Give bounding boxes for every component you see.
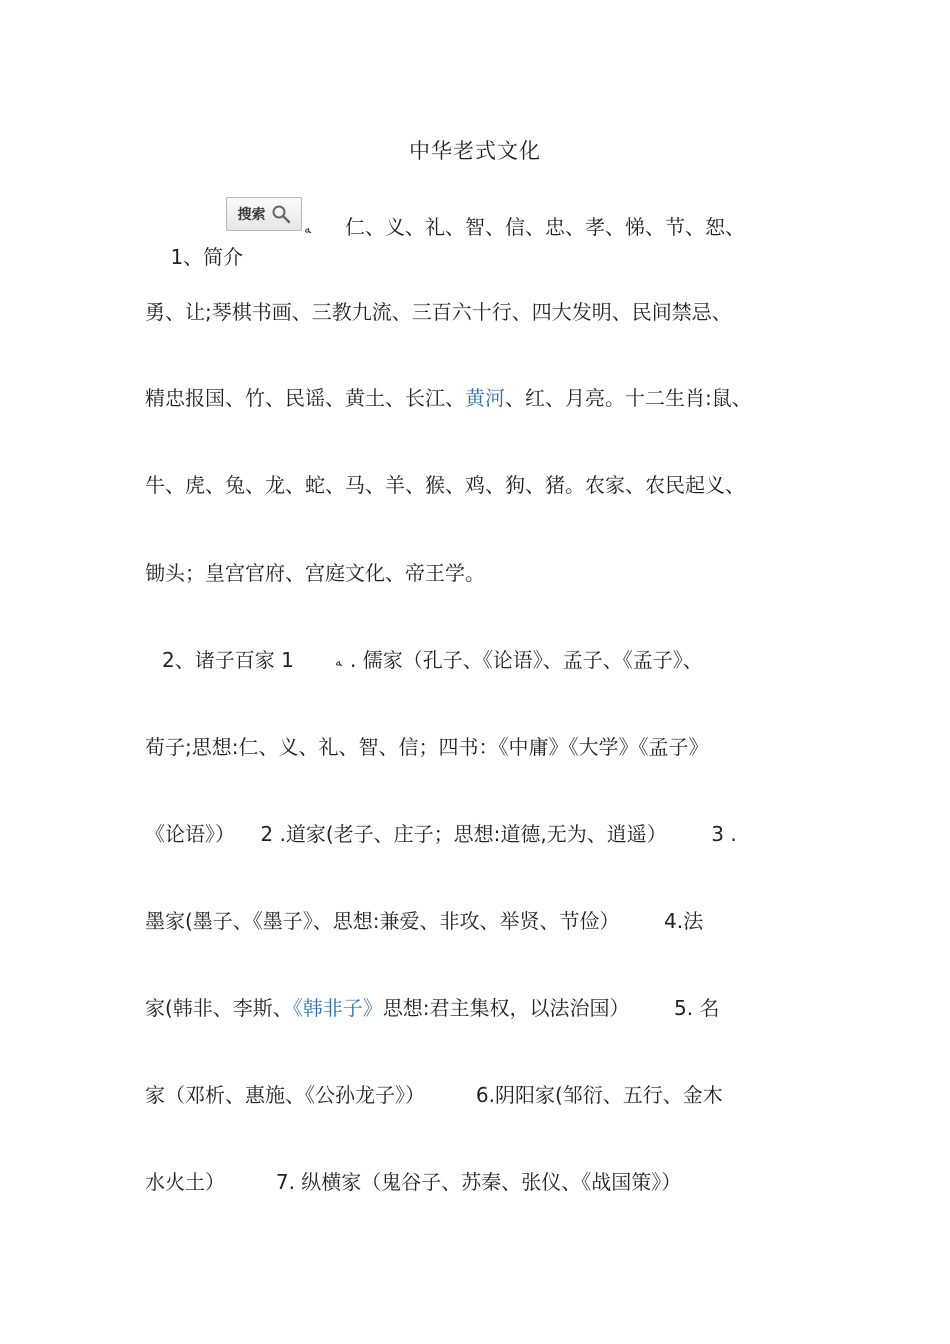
schools-line-1-rest: . 儒家（孔子、《论语》、孟子、《孟子》、 bbox=[350, 648, 703, 672]
schools-line-5 bbox=[145, 993, 720, 1023]
intro-line-2: 勇、让;琴棋书画、三教九流、三百六十行、四大发明、民间禁忌、 bbox=[145, 300, 732, 324]
intro-line-4: 牛、虎、兔、龙、蛇、马、羊、猴、鸡、狗、猪。农家、农民起义、 bbox=[145, 473, 745, 497]
schools-line-3: 《论语》） 2 .道家(老子、庄子；思想:道德,无为、逍遥） 3 . bbox=[145, 822, 737, 846]
schools-heading: 2、诸子百家 1 bbox=[162, 648, 294, 672]
schools-line-4: 墨家(墨子、《墨子》、思想:兼爱、非攻、举贤、节俭） 4.法 bbox=[145, 909, 704, 933]
intro-line-3 bbox=[145, 383, 752, 413]
schools-line-6: 家（邓析、惠施、《公孙龙子》） 6.阴阳家(邹衍、五行、金木 bbox=[145, 1083, 723, 1107]
search-button-label: 搜索 bbox=[237, 207, 266, 223]
intro-line-5: 锄头；皇宫官府、宫庭文化、帝王学。 bbox=[145, 561, 485, 585]
schools-line-2: 荀子;思想:仁、义、礼、智、信；四书：《中庸》《大学》《孟子》 bbox=[145, 735, 709, 759]
arabic-glyph: ﻪ bbox=[304, 222, 311, 237]
schools-line-7: 水火土） 7. 纵横家（鬼谷子、苏秦、张仪、《战国策》） bbox=[145, 1170, 682, 1194]
search-button[interactable] bbox=[226, 197, 302, 231]
huanghe-link[interactable]: 黄河 bbox=[465, 386, 505, 410]
hanfeizi-link[interactable]: 《韩非子》 bbox=[292, 996, 383, 1020]
intro-line-3-start: 精忠报国、竹、民谣、黄土、长江、 bbox=[145, 386, 465, 410]
intro-line-3-end: 、红、月亮。十二生肖:鼠、 bbox=[505, 386, 752, 410]
intro-heading: 1、简介 bbox=[170, 245, 244, 269]
schools-line-5-start: 家(韩非、李斯、 bbox=[145, 996, 293, 1020]
magnifier-icon bbox=[271, 204, 291, 224]
arabic-glyph-2: ﻪ bbox=[335, 655, 342, 670]
document-title: 中华老式文化 bbox=[409, 139, 541, 163]
intro-line-1-rest: 仁、义、礼、智、信、忠、孝、悌、节、恕、 bbox=[345, 215, 745, 239]
schools-line-5-end: 思想:君主集权，以法治国） 5. 名 bbox=[382, 996, 720, 1020]
